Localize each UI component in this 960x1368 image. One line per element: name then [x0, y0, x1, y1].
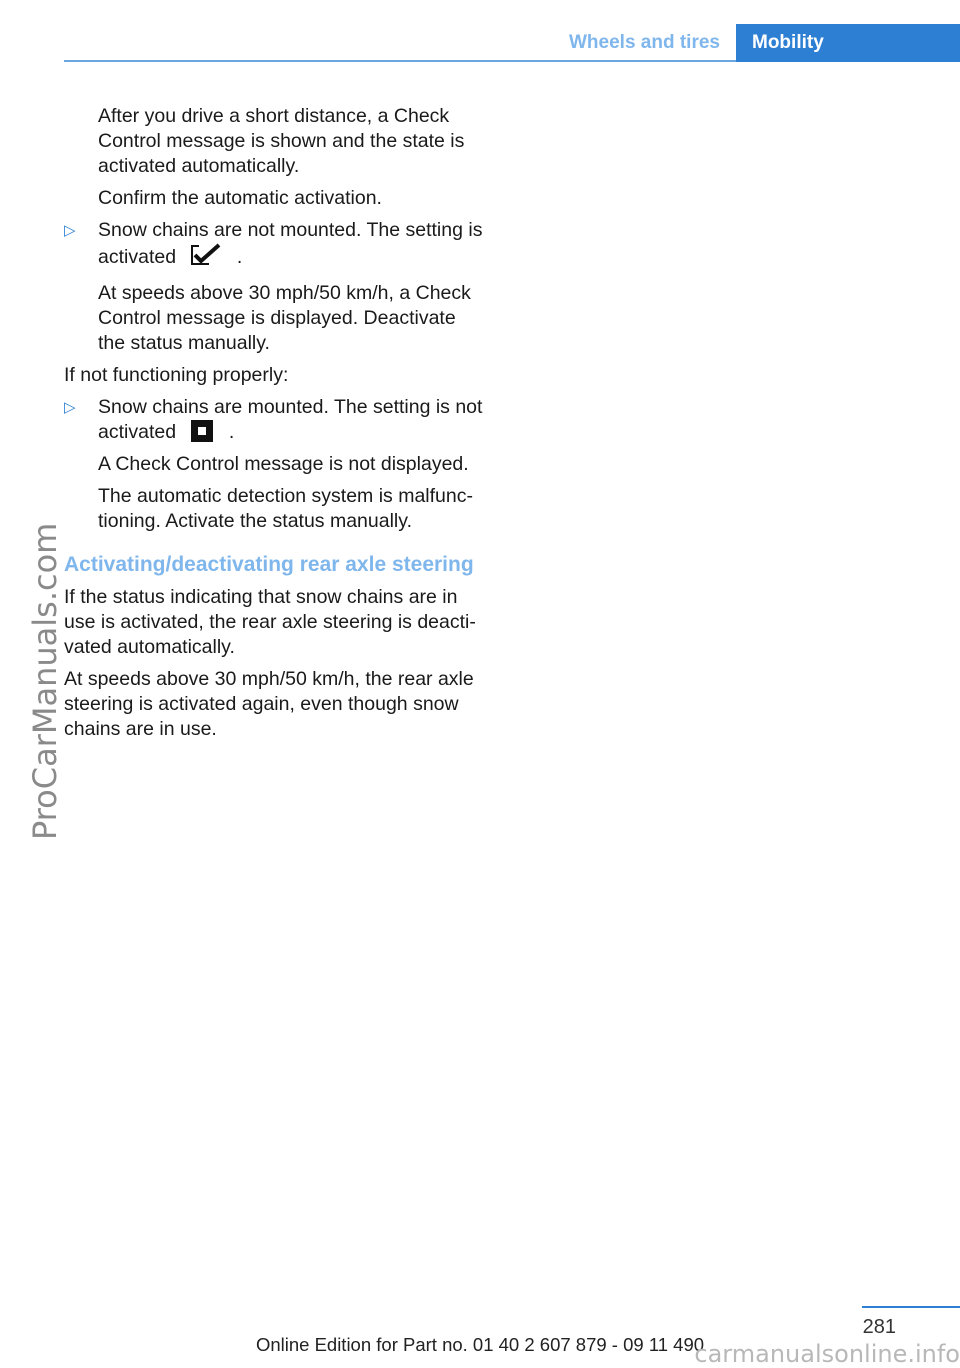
page-content — [64, 104, 484, 749]
side-watermark: ProCarManuals.com — [26, 522, 64, 840]
paragraph-auto-activation: After you drive a short distance, a Check Control message is shown and the state is activated automatically. — [98, 105, 465, 177]
header-section-title: Wheels and tires — [569, 32, 720, 53]
paragraph-speed-message: At speeds above 30 mph/50 km/h, a Check Control message is displayed. Deactivate the status manually. — [98, 282, 471, 354]
footer-rule — [862, 1306, 960, 1308]
paragraph-malfunction: The automatic detection system is malfunc‐tioning. Activate the status manually. — [98, 485, 473, 532]
list-item-text: Snow chains are mounted. The setting is not activated — [98, 396, 483, 443]
list-item-mounted — [64, 395, 484, 445]
paragraph-no-message: A Check Control message is not displayed. — [98, 453, 469, 475]
list-item-text-end: . — [236, 246, 243, 268]
list-item-text: Snow chains are not mounted. The setting is activated — [98, 219, 483, 268]
paragraph-if-not-functioning: If not functioning properly: — [64, 364, 289, 386]
checkbox-checked-icon — [189, 243, 223, 274]
paragraph-deactivated: If the status indicating that snow chains are in use is activated, the rear axle steering is deacti‐vated automatically. — [64, 586, 476, 658]
page-number: 281 — [862, 1316, 896, 1338]
triangle-right-icon: ▷ — [64, 221, 76, 239]
footer-edition: Online Edition for Part no. 01 40 2 607 879 - 09 11 490 — [255, 1334, 705, 1355]
footer-watermark: carmanualsonline.info — [694, 1340, 960, 1368]
triangle-right-icon: ▷ — [64, 398, 76, 416]
list-item-text-end: . — [228, 421, 235, 443]
paragraph-confirm: Confirm the automatic activation. — [98, 187, 382, 209]
list-item-not-mounted — [64, 218, 484, 274]
paragraph-reactivated: At speeds above 30 mph/50 km/h, the rear axle steering is activated again, even though snow chains are in use. — [64, 668, 474, 740]
section-heading: Activating/deactivating rear axle steering — [64, 553, 474, 576]
header-chapter-tab: Mobility — [736, 24, 960, 62]
checkbox-unchecked-icon — [191, 420, 213, 442]
